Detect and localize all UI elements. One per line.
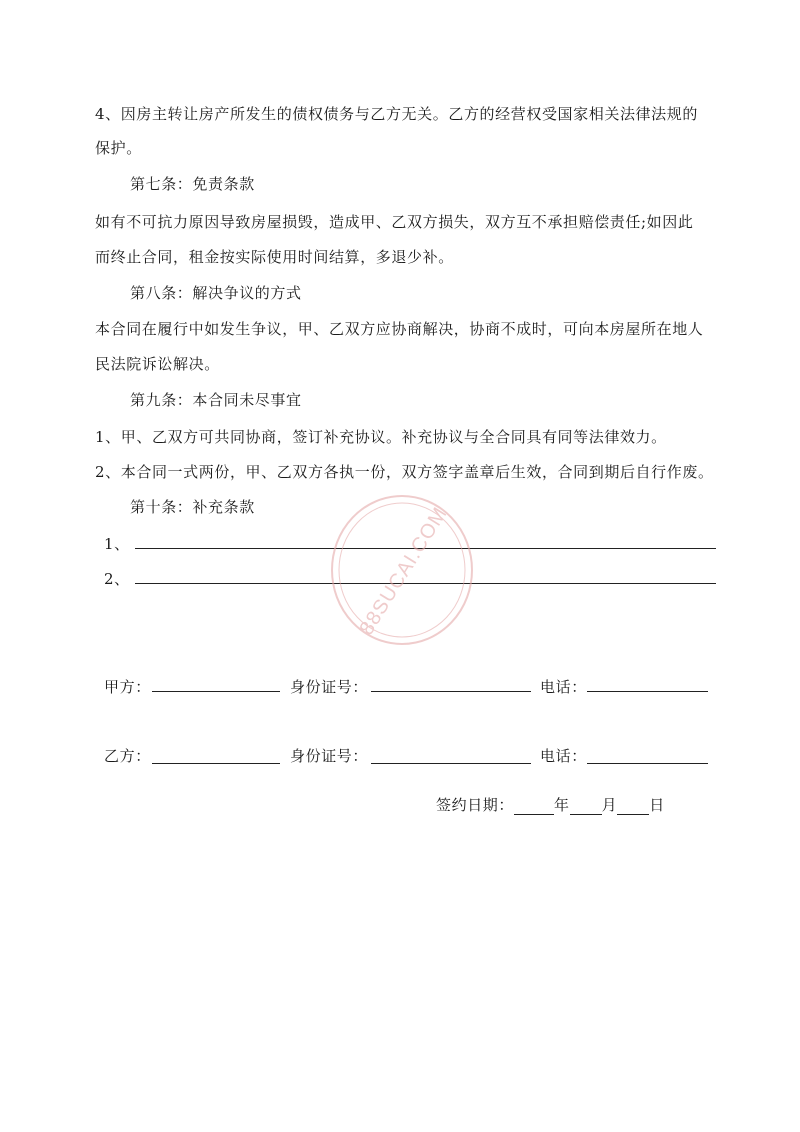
article-9-title: 第九条：本合同未尽事宜 — [130, 391, 302, 409]
signing-date-label: 签约日期： — [436, 796, 515, 814]
article-8-line-1: 本合同在履行中如发生争议，甲、乙双方应协商解决，协商不成时，可向本房屋所在地人 — [95, 320, 704, 338]
supplement-item-2-blank[interactable] — [135, 583, 716, 584]
clause-4-line-1: 4、因房主转让房产所发生的债权债务与乙方无关。乙方的经营权受国家相关法律法规的 — [95, 105, 698, 123]
article-8-line-2: 民法院诉讼解决。 — [95, 355, 220, 373]
month-blank[interactable] — [570, 798, 602, 815]
party-b-phone-blank[interactable] — [587, 763, 708, 764]
year-blank[interactable] — [514, 798, 554, 815]
watermark-stamp — [322, 490, 482, 650]
party-a-phone-blank[interactable] — [587, 691, 708, 692]
year-unit: 年 — [554, 796, 570, 814]
clause-4-line-2: 保护。 — [95, 139, 142, 157]
article-8-title: 第八条：解决争议的方式 — [130, 284, 302, 302]
party-a-id-label: 身份证号： — [290, 678, 369, 696]
supplement-item-2-number: 2、 — [104, 570, 130, 588]
party-a-id-blank[interactable] — [371, 691, 531, 692]
party-b-label: 乙方： — [104, 747, 151, 765]
party-b-phone-label: 电话： — [540, 747, 587, 765]
article-7-line-2: 而终止合同，租金按实际使用时间结算，多退少补。 — [95, 248, 454, 266]
day-blank[interactable] — [617, 798, 649, 815]
article-9-item-2: 2、本合同一式两份，甲、乙双方各执一份，双方签字盖章后生效，合同到期后自行作废。 — [95, 463, 714, 481]
party-a-label: 甲方： — [104, 678, 151, 696]
article-10-title: 第十条：补充条款 — [130, 498, 255, 516]
party-a-phone-label: 电话： — [540, 678, 587, 696]
watermark-text: 88SUCAI.COM — [355, 503, 452, 640]
party-b-id-blank[interactable] — [371, 763, 531, 764]
party-b-name-blank[interactable] — [152, 763, 280, 764]
supplement-item-1-number: 1、 — [104, 535, 130, 553]
supplement-item-1-blank[interactable] — [135, 548, 716, 549]
article-7-title: 第七条：免责条款 — [130, 175, 255, 193]
party-b-id-label: 身份证号： — [290, 747, 369, 765]
signing-date-row — [436, 795, 665, 815]
party-a-name-blank[interactable] — [152, 691, 280, 692]
day-unit: 日 — [649, 796, 665, 814]
article-7-line-1: 如有不可抗力原因导致房屋损毁，造成甲、乙双方损失，双方互不承担赔偿责任;如因此 — [95, 213, 694, 231]
article-9-item-1: 1、甲、乙双方可共同协商，签订补充协议。补充协议与全合同具有同等法律效力。 — [95, 428, 667, 446]
month-unit: 月 — [601, 796, 618, 814]
